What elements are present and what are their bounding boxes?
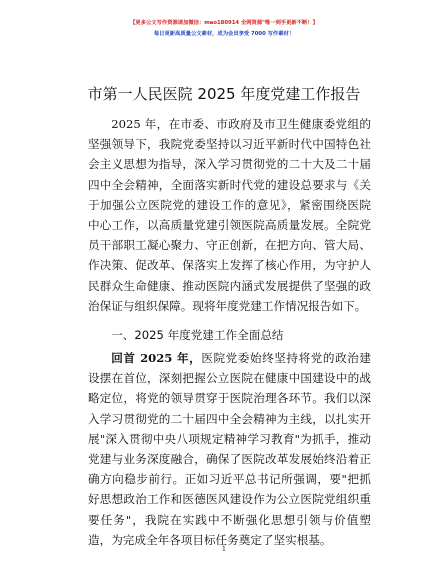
page-number: 1: [221, 545, 227, 553]
section-paragraph-body: 医院党委始终坚持将党的政治建设摆在首位，深刻把握公立医院在健康中国建设中的战略定位，将党的领导贯穿于医院治理各环节。我们以深入学习贯彻党的二十届四中全会精神为主线，以扎实开展"深入贯彻中央八项规定精神学习教育"为抓手，推动党建与业务深度融合，确保了医院改革发展始终沿着正确方向稳步前行。正如习近平总书记所强调，要"把抓好思想政治工作和医德医风建设作为公立医院党组织重要任务"，我院在实践中不断强化思想引领与价值塑造，为完成全年各项目标任务奠定了坚实根基。: [88, 351, 371, 547]
section-heading: 一、2025 年度党建工作全面总结: [111, 328, 284, 342]
intro-paragraph: 2025 年，在市委、市政府及市卫生健康委党组的坚强领导下，我院党委坚持以习近平新时代中国特色社会主义思想为指导，深入学习贯彻党的二十大及二十届四中全会精神，全面落实新时代党的建设总要求与《关于加强公立医院党的建设工作的意见》，紧密围绕医院中心工作，以高质量党建引领医院高质量发展。全院党员干部职工凝心聚力、守正创新，在把方向、管大局、作决策、促改革、保落实上发挥了核心作用，为守护人民群众生命健康、推动医院内涵式发展提供了坚强的政治保证与组织保障。现将年度党建工作情况报告如下。: [88, 117, 371, 313]
promo-banner-red: 【更多公文写作资源请加微信：mao180914 全网资源"唯一到手更新不断！】: [130, 20, 318, 26]
document-title: 市第一人民医院 2025 年度党建工作报告: [87, 85, 361, 103]
section-paragraph: [88, 348, 371, 550]
section-paragraph-lead: 回首 2025 年，: [111, 351, 202, 365]
promo-banner-blue: 每日更新高质量公文素材，成为会员享受 7000 写作素材！: [153, 31, 295, 37]
